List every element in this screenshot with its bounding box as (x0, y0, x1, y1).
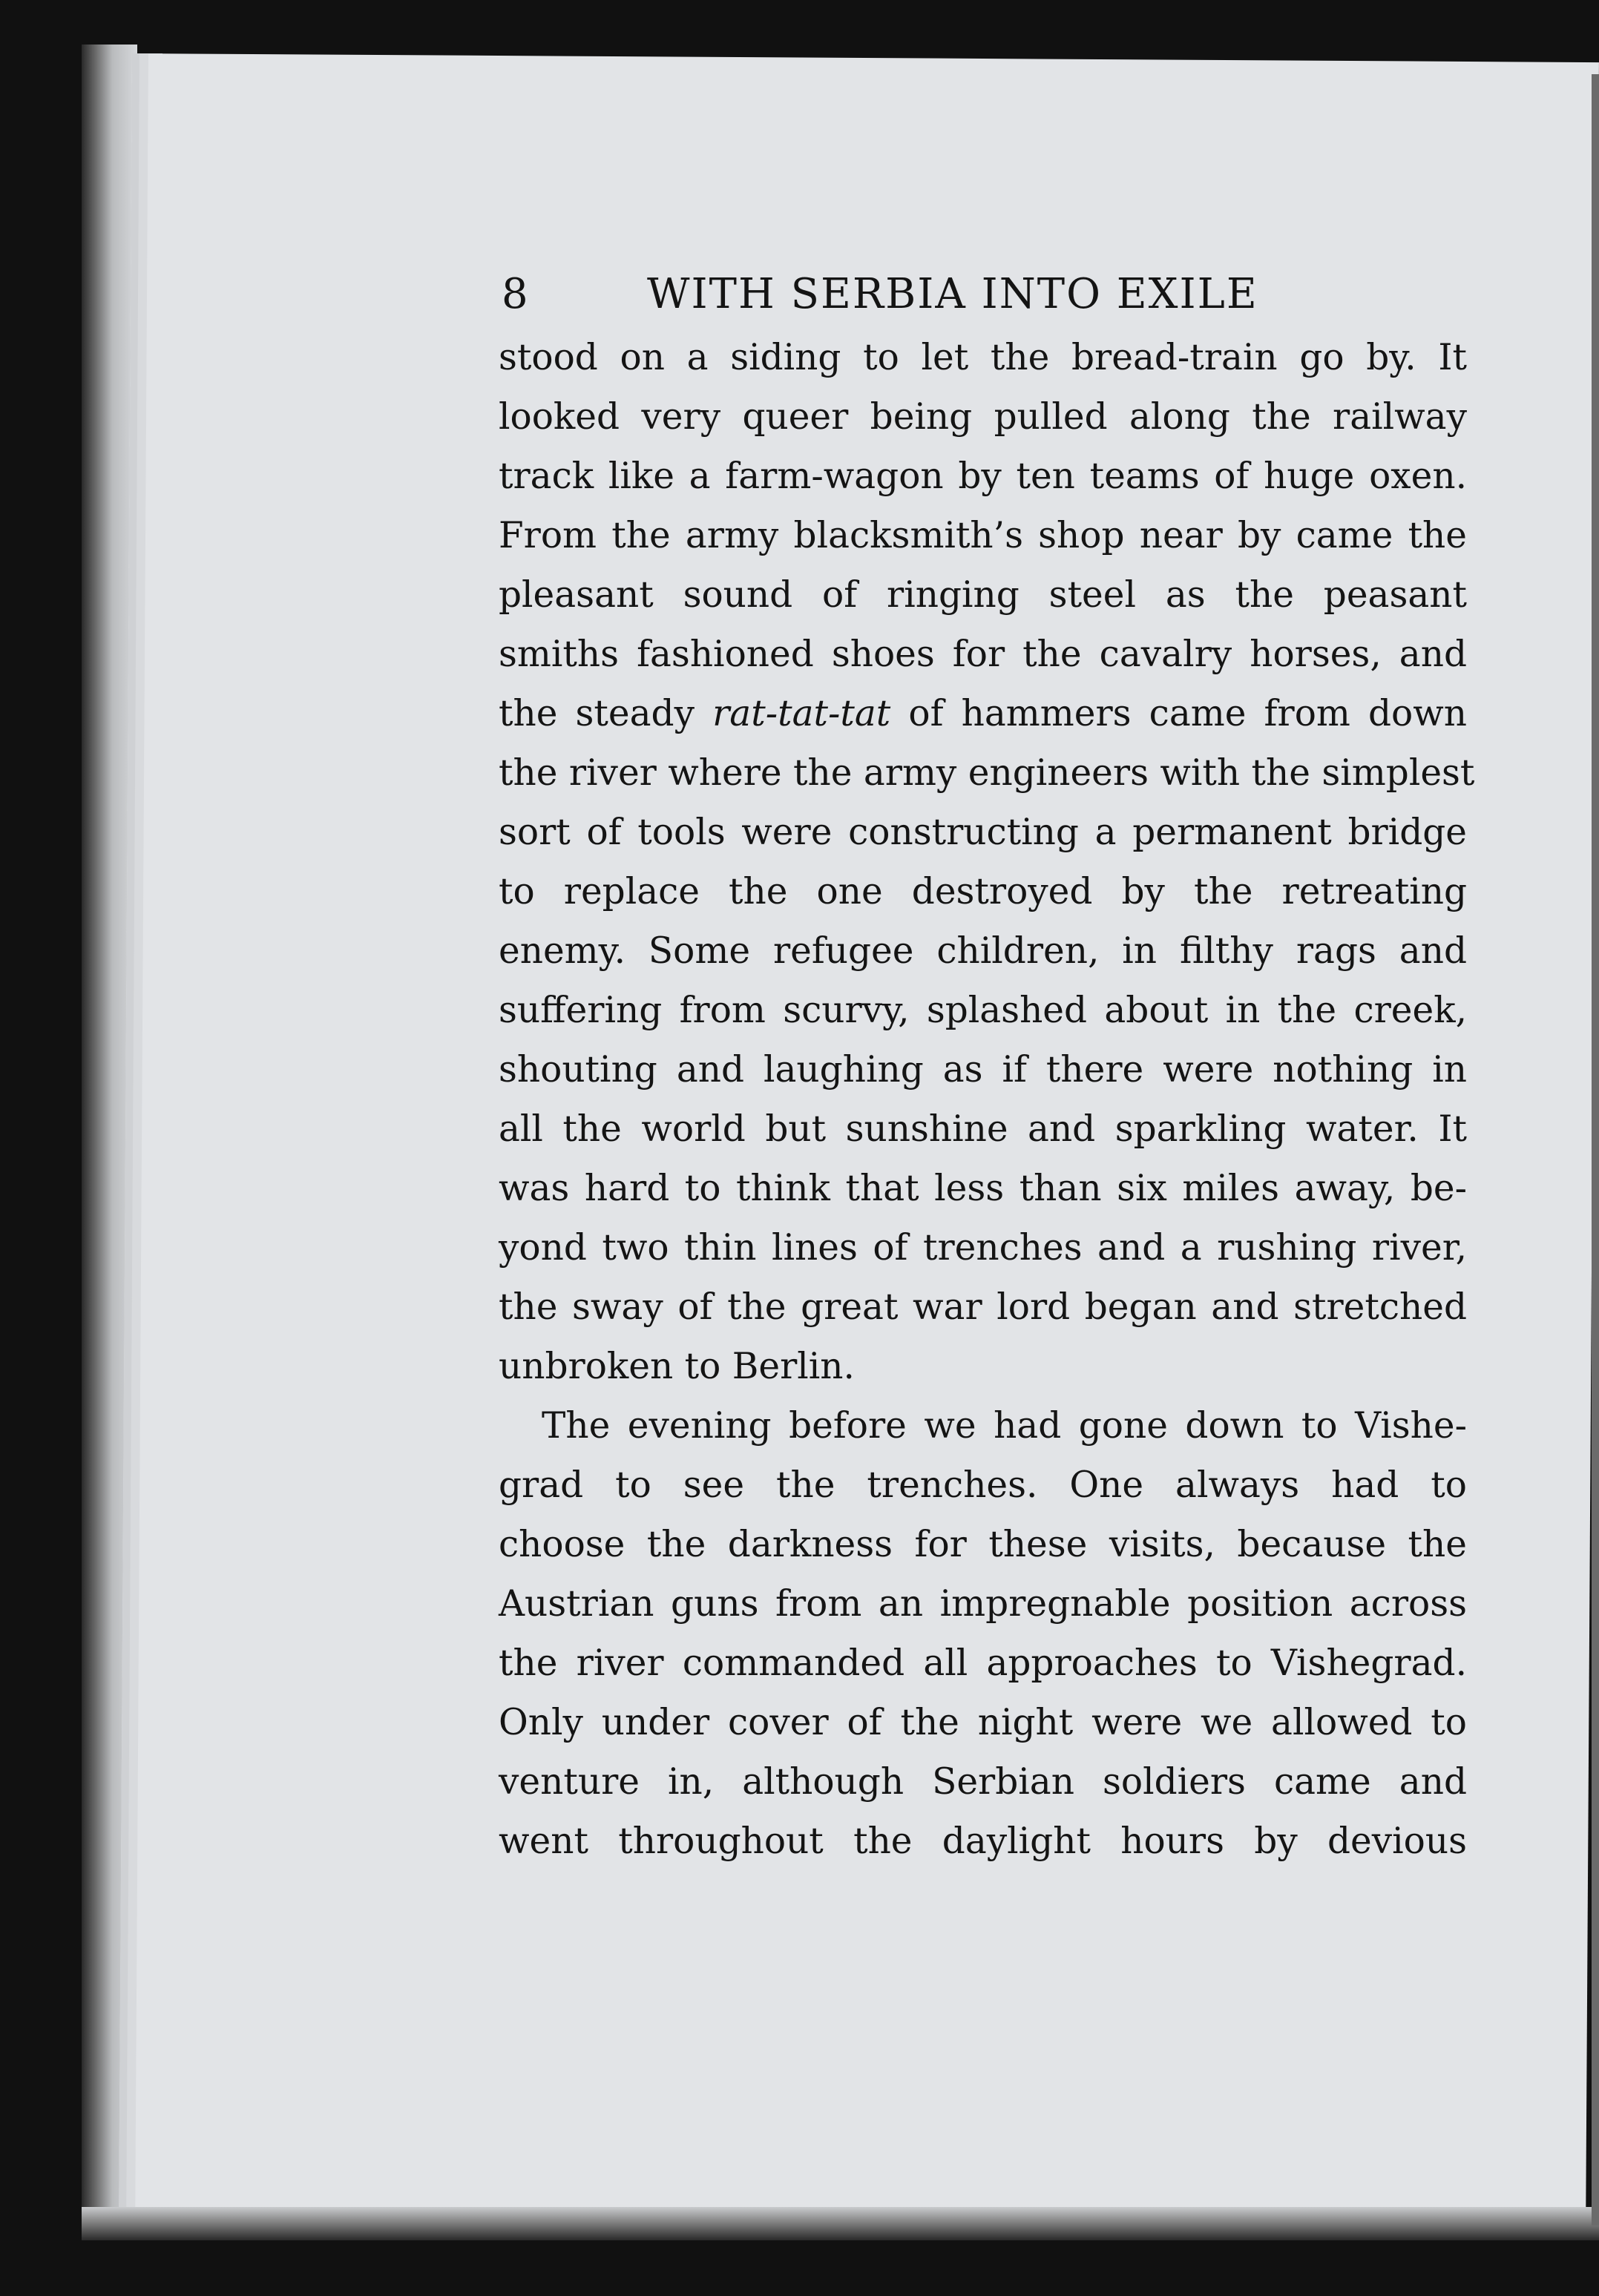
text-line: sort of tools were constructing a permanent bridge (499, 812, 1467, 853)
text-line: was hard to think that less than six miles away, be- (499, 1168, 1467, 1209)
text-segment: the steady (499, 693, 713, 734)
text-line: went throughout the daylight hours by devious (499, 1820, 1467, 1862)
running-title: WITH SERBIA INTO EXILE (647, 270, 1258, 318)
text-line: choose the darkness for these visits, because the (499, 1524, 1467, 1565)
text-line-with-italic (499, 684, 1467, 743)
text-line: track like a farm-wagon by ten teams of huge oxen. (499, 455, 1467, 497)
paragraph-2 (499, 1396, 1467, 1871)
text-line: yond two thin lines of trenches and a rushing river, (499, 1227, 1467, 1269)
running-header (499, 261, 1467, 328)
text-line: stood on a siding to let the bread-train go by. It (499, 337, 1467, 378)
text-line: to replace the one destroyed by the retreating (499, 871, 1467, 912)
text-line: The evening before we had gone down to Vishe- (542, 1405, 1467, 1447)
text-line: the river where the army engineers with the simplest (499, 752, 1475, 794)
text-line: looked very queer being pulled along the railway (499, 396, 1467, 438)
page-text (499, 261, 1475, 1871)
text-line: grad to see the trenches. One always had to (499, 1464, 1467, 1506)
page-right-edge (1592, 74, 1599, 2226)
text-line: smiths fashioned shoes for the cavalry horses, and (499, 634, 1467, 675)
text-line: suffering from scurvy, splashed about in the creek, (499, 990, 1467, 1031)
text-line: the river commanded all approaches to Vishegrad. (499, 1642, 1467, 1684)
text-line: pleasant sound of ringing steel as the peasant (499, 574, 1467, 616)
text-line: shouting and laughing as if there were nothing in (499, 1049, 1467, 1091)
page-bottom-edge (82, 2207, 1599, 2240)
text-line: the sway of the great war lord began and stretched (499, 1286, 1467, 1328)
page-number: 8 (502, 270, 530, 318)
text-line: Only under cover of the night were we allowed to (499, 1702, 1467, 1743)
paragraph-1 (499, 328, 1475, 1396)
text-line: enemy. Some refugee children, in filthy rags and (499, 930, 1467, 972)
text-line: Austrian guns from an impregnable position across (499, 1583, 1467, 1625)
text-line: unbroken to Berlin. (499, 1346, 855, 1387)
text-line: From the army blacksmith’s shop near by came the (499, 515, 1467, 556)
text-line: venture in, although Serbian soldiers came and (499, 1761, 1467, 1803)
italic-phrase: rat-tat-tat (712, 693, 891, 734)
text-segment: of hammers came from down (890, 693, 1467, 734)
text-line: all the world but sunshine and sparkling water. It (499, 1108, 1467, 1150)
